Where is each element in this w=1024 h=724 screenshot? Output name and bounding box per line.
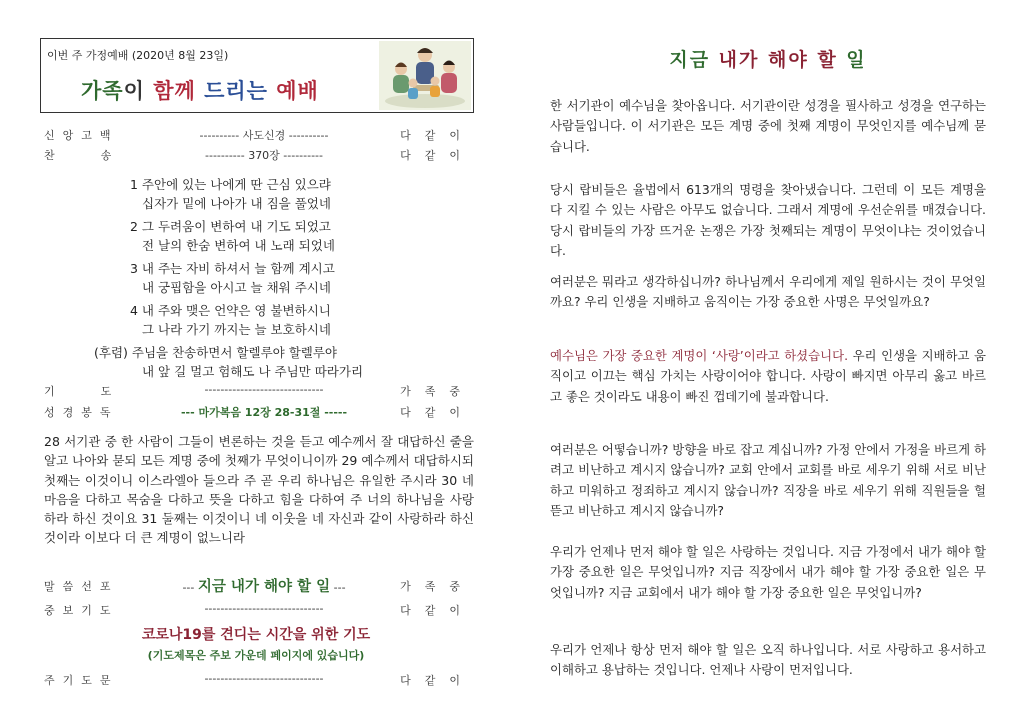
heading-part: 일: [846, 49, 867, 71]
week-date: 이번 주 가정예배 (2020년 8월 23일): [47, 49, 229, 62]
order-leader: 다같이: [400, 129, 474, 142]
order-leader: 가족중: [400, 580, 474, 593]
title-part: 함께: [153, 79, 196, 103]
order-label: 기 도: [44, 385, 120, 398]
hymn-line: 3 내 주는 자비 하셔서 늘 함께 계시고: [130, 261, 335, 276]
order-leader: 다같이: [400, 406, 474, 419]
order-hymn: [44, 147, 474, 163]
title-part: 이: [123, 79, 154, 103]
title-part: 예배: [276, 79, 319, 103]
order-content: --- 마가복음 12장 28-31절 -----: [180, 406, 348, 419]
bulletin-title: [81, 75, 319, 105]
order-content: ---------- 370장 ----------: [205, 149, 323, 162]
order-intercession: [44, 602, 474, 618]
heading-part: 지금: [669, 49, 719, 71]
order-content: ---------- 사도신경 ----------: [199, 129, 329, 142]
order-label: 주기도문: [44, 674, 119, 687]
order-prayer: [44, 383, 474, 399]
sermon-paragraph: [550, 346, 986, 407]
order-content: ------------------------------: [204, 602, 324, 615]
order-label: 중보기도: [44, 604, 119, 617]
hymn-line: 전 날의 한숨 변하여 내 노래 되었네: [142, 238, 335, 253]
sermon-paragraph: 한 서기관이 예수님을 찾아옵니다. 서기관이란 성경을 필사하고 성경을 연구하는 사람들입니다. 이 서기관은 모든 계명 중에 첫째 계명이 무엇인지를 예수님께 묻습니다.: [550, 98, 986, 154]
sermon-paragraph: 우리가 언제나 먼저 해야 할 일은 사랑하는 것입니다. 지금 가정에서 내가 해야 할 가장 중요한 일은 무엇입니까? 지금 직장에서 내가 해야 할 가장 중요한 일은 무엇입니까? 지금 교회에서 내가 해야 할 가장 중요한 일은 무엇입니까?: [550, 544, 986, 600]
order-leader: 가족중: [400, 385, 474, 398]
order-label: 말씀선포: [44, 580, 119, 593]
sermon-heading: [512, 45, 1024, 72]
prayer-note: (기도제목은 주보 가운데 페이지에 있습니다): [147, 649, 365, 662]
bulletin-header: [40, 38, 474, 113]
hymn-line: 내 앞 길 멀고 험해도 나 주님만 따라가리: [142, 364, 364, 379]
order-scripture: [44, 404, 474, 420]
prayer-title: 코로나19를 견디는 시간을 위한 기도: [141, 627, 371, 643]
hymn-line: (후렴) 주님을 찬송하면서 할렐루야 할렐루야: [94, 345, 337, 360]
paragraph-text: 우리 인생을 지배하고 움직이고 이끄는 핵심 가치는 사랑이어야 합니다. 사랑이 빠지면 아무리 옳고 바르고 좋은 것이라도 내용이 빠진 껍데기에 불과합니다.: [550, 348, 986, 404]
order-label: 찬 송: [44, 149, 120, 162]
scripture-text: 28 서기관 중 한 사람이 그들이 변론하는 것을 듣고 예수께서 잘 대답하신 줄을 알고 나아와 묻되 모든 계명 중에 첫째가 무엇이니이까 29 예수께서 대답하시되 첫째는 이것이니 이스라엘아 들으라 주 곧 우리 하나님은 유일한 주시라 30 네 마음을 다하고 목숨을 다하고 뜻을 다하고 힘을 다하여 주 너의 하나님을 사랑하라 하신 것이요 31 둘째는 이것이니 네 이웃을 네 자신과 같이 사랑하라 하신 것이라 이보다 더 큰 계명이 없느니라: [44, 434, 474, 546]
order-label: 성경봉독: [44, 406, 119, 419]
hymn-line: 그 나라 가기 까지는 늘 보호하시네: [142, 322, 331, 337]
sermon-paragraph: 여러분은 어떻습니까? 방향을 바로 잡고 계십니까? 가정 안에서 가정을 바르게 하려고 비난하고 계시지 않습니까? 교회 안에서 교회를 바로 세우기 위해 서로 비난하고 미워하고 정죄하고 계시지 않습니까? 직장을 바로 세우기 위해 직원들을 헐뜯고 비난하고 계시지 않습니까?: [550, 442, 986, 519]
sermon-paragraph: 여러분은 뭐라고 생각하십니까? 하나님께서 우리에게 제일 원하시는 것이 무엇일까요? 우리 인생을 지배하고 움직이는 가장 중요한 사명은 무엇일까요?: [550, 274, 986, 310]
heading-part: 내가 해야 할: [718, 49, 847, 71]
dashes: ---: [182, 581, 195, 594]
order-sermon: [44, 578, 474, 598]
sermon-line: [144, 575, 384, 596]
order-lords-prayer: [44, 672, 474, 688]
hymn-line: 4 내 주와 맺은 언약은 영 불변하시니: [130, 303, 331, 318]
hymn-line: 내 궁핍함을 아시고 늘 채워 주시네: [142, 280, 331, 295]
right-page: [512, 0, 1024, 724]
order-content: ------------------------------: [204, 383, 324, 396]
order-leader: 다같이: [400, 604, 474, 617]
hymn-line: 십자가 밑에 나아가 내 짐을 풀었네: [142, 196, 331, 211]
hymn-line: 1 주안에 있는 나에게 딴 근심 있으랴: [130, 177, 331, 192]
hymn-lyrics: [94, 175, 364, 381]
order-content: ------------------------------: [204, 672, 324, 685]
order-leader: 다같이: [400, 674, 474, 687]
key-sentence: 예수님은 가장 중요한 계명이 ‘사랑’이라고 하셨습니다.: [550, 348, 849, 363]
order-leader: 다같이: [400, 149, 474, 162]
sermon-title: 지금 내가 해야 할 일: [197, 579, 331, 595]
hymn-line: 2 그 두려움이 변하여 내 기도 되었고: [130, 219, 331, 234]
title-part: 드리는: [195, 79, 277, 103]
sermon-paragraph: 우리가 언제나 항상 먼저 해야 할 일은 오직 하나입니다. 서로 사랑하고 용서하고 이해하고 용납하는 것입니다. 언제나 사랑이 먼저입니다.: [550, 642, 986, 678]
family-worship-illustration: [379, 41, 471, 110]
order-creed: [44, 127, 474, 143]
order-label: 신앙고백: [44, 129, 119, 142]
dashes: ---: [333, 581, 346, 594]
title-part: 가족: [81, 79, 124, 103]
sermon-paragraph: 당시 랍비들은 율법에서 613개의 명령을 찾아냈습니다. 그런데 이 모든 계명을 다 지킬 수 있는 사람은 아무도 없습니다. 그래서 계명에 우선순위를 매겼습니다. 당시 랍비들의 가장 뜨거운 논쟁은 가장 첫째되는 계명이 무엇이냐는 것이었습니다.: [550, 182, 986, 259]
